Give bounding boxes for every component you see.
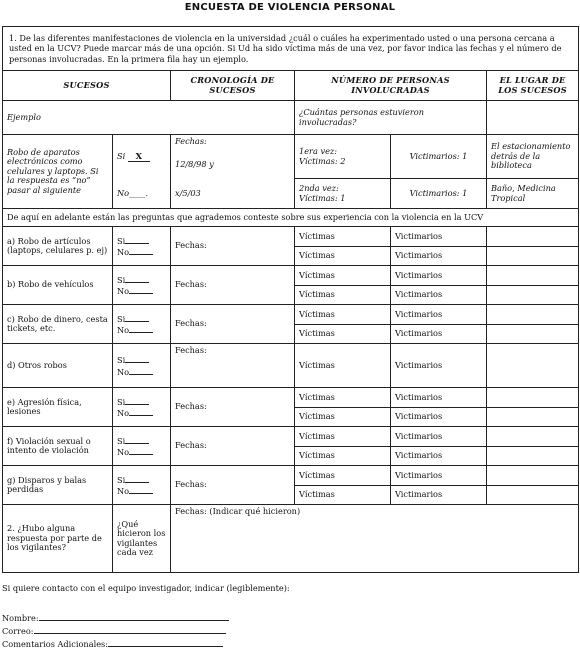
victims-cell[interactable]: Víctimas (295, 486, 391, 505)
event-a-fechas[interactable]: Fechas: (171, 227, 295, 266)
header-numero: NÚMERO DE PERSONAS INVOLUCRADAS (295, 71, 487, 101)
place-cell[interactable] (487, 305, 579, 325)
no-blank[interactable] (129, 485, 153, 494)
perps-cell[interactable]: Victimarios (391, 286, 487, 305)
event-b-fechas[interactable]: Fechas: (171, 266, 295, 305)
si-label: Si (117, 435, 126, 446)
victims-cell[interactable]: Víctimas (295, 227, 391, 247)
si-blank[interactable] (125, 354, 149, 363)
perps-cell[interactable]: Victimarios (391, 447, 487, 466)
place-cell[interactable] (487, 325, 579, 344)
no-label: No (117, 247, 130, 257)
example-first-victims: Víctimas: 2 (299, 155, 346, 166)
perps-cell[interactable]: Victimarios (391, 408, 487, 427)
event-b-label: b) Robo de vehículos (3, 266, 113, 305)
event-d-fechas[interactable]: Fechas: (171, 344, 295, 388)
si-blank[interactable] (125, 274, 149, 283)
comments-field[interactable] (108, 638, 223, 647)
email-label: Correo: (2, 626, 34, 636)
comments-label: Comentarios Adicionales: (2, 639, 108, 649)
event-f-fechas[interactable]: Fechas: (171, 427, 295, 466)
victims-cell[interactable]: Víctimas (295, 466, 391, 486)
perps-cell[interactable]: Victimarios (391, 227, 487, 247)
no-blank[interactable] (129, 285, 153, 294)
email-row (2, 625, 226, 636)
place-cell[interactable] (487, 266, 579, 286)
no-blank[interactable] (129, 407, 153, 416)
example-first-time (295, 135, 391, 179)
place-cell[interactable] (487, 227, 579, 247)
event-e-fechas[interactable]: Fechas: (171, 388, 295, 427)
example-second-perps: Victimarios: 1 (391, 179, 487, 209)
example-fechas-label: Fechas: (175, 136, 207, 146)
example-description: Robo de aparatos electrónicos como celulares y laptops. Si la respuesta es “no” pasar al siguiente (3, 135, 113, 209)
header-cronologia: CRONOLOGÍA DE SUCESOS (171, 71, 295, 101)
perps-cell[interactable]: Victimarios (391, 266, 487, 286)
victims-cell[interactable]: Víctimas (295, 305, 391, 325)
comments-row (2, 638, 223, 649)
perps-cell[interactable]: Victimarios (391, 466, 487, 486)
place-cell[interactable] (487, 286, 579, 305)
si-label: Si (117, 274, 126, 285)
question-2-answer[interactable]: Fechas: (Indicar qué hicieron) (171, 505, 579, 573)
place-cell[interactable] (487, 486, 579, 505)
survey-table (2, 26, 579, 573)
separator-text: De aquí en adelante están las preguntas que agrademos conteste sobre sus experiencia con la violencia en la UCV (3, 209, 579, 227)
victims-cell[interactable]: Víctimas (295, 427, 391, 447)
event-c-yesno (113, 305, 171, 344)
event-g-yesno (113, 466, 171, 505)
header-lugar: EL LUGAR DE LOS SUCESOS (487, 71, 579, 101)
event-c-label: c) Robo de dinero, cesta tickets, etc. (3, 305, 113, 344)
example-first-perps: Victimarios: 1 (391, 135, 487, 179)
si-blank[interactable] (125, 235, 149, 244)
event-c-fechas[interactable]: Fechas: (171, 305, 295, 344)
example-date-2: x/5/03 (171, 179, 295, 209)
si-blank[interactable] (125, 474, 149, 483)
example-second-time-label: 2nda vez: (299, 183, 339, 194)
place-cell[interactable] (487, 427, 579, 447)
no-blank[interactable] (129, 446, 153, 455)
place-cell[interactable] (487, 247, 579, 266)
victims-cell[interactable]: Víctimas (295, 344, 391, 388)
example-second-victims: Víctimas: 1 (299, 192, 346, 203)
contact-intro: Si quiere contacto con el equipo investigador, indicar (legiblemente): (2, 583, 290, 593)
no-label: No (117, 366, 130, 377)
place-cell[interactable] (487, 447, 579, 466)
no-label: No (117, 408, 130, 418)
event-e-yesno (113, 388, 171, 427)
name-row (2, 612, 229, 623)
event-g-label: g) Disparos y balas perdidas (3, 466, 113, 505)
name-field[interactable] (39, 612, 229, 621)
event-f-yesno (113, 427, 171, 466)
event-d-yesno (113, 344, 171, 388)
header-sucesos: SUCESOS (3, 71, 171, 101)
example-dates-a (171, 135, 295, 179)
si-label: Si (117, 235, 126, 246)
no-label: No (117, 486, 130, 496)
example-si-label: Si (117, 150, 126, 161)
survey-title: ENCUESTA DE VIOLENCIA PERSONAL (184, 2, 396, 13)
question-2-middle: ¿Qué hicieron los vigilantes cada vez (113, 505, 171, 573)
victims-cell[interactable]: Víctimas (295, 388, 391, 408)
si-blank[interactable] (125, 396, 149, 405)
place-cell[interactable] (487, 466, 579, 486)
perps-cell[interactable]: Victimarios (391, 305, 487, 325)
si-blank[interactable] (125, 435, 149, 444)
example-blank-cell (487, 101, 579, 135)
event-e-label: e) Agresión física, lesiones (3, 388, 113, 427)
no-label: No (117, 325, 130, 335)
victims-cell[interactable]: Víctimas (295, 447, 391, 466)
example-question: ¿Cuántas personas estuvieron involucradas? (295, 101, 487, 135)
perps-cell[interactable]: Victimarios (391, 427, 487, 447)
si-label: Si (117, 396, 126, 407)
perps-cell[interactable]: Victimarios (391, 325, 487, 344)
victims-cell[interactable]: Víctimas (295, 325, 391, 344)
email-field[interactable] (34, 625, 226, 634)
event-a-label: a) Robo de artículos (laptops, celulares p. ej) (3, 227, 113, 266)
perps-cell[interactable]: Victimarios (391, 388, 487, 408)
example-second-time (295, 179, 391, 209)
event-a-yesno (113, 227, 171, 266)
event-b-yesno (113, 266, 171, 305)
question-1-text: 1. De las diferentes manifestaciones de violencia en la universidad ¿cuál o cuáles ha experimentado usted o una persona cercana a usted en la UCV? Puede marcar más de una opción. Si Ud ha sido víctima más de una vez, por favor indica las fechas y el número de personas involucradas. En la primera fila hay un ejemplo. (3, 27, 579, 71)
si-blank[interactable] (125, 313, 149, 322)
victims-cell[interactable]: Víctimas (295, 266, 391, 286)
no-blank[interactable] (129, 246, 153, 255)
no-label: No (117, 447, 130, 457)
example-x-mark: X (128, 152, 150, 162)
victims-cell[interactable]: Víctimas (295, 247, 391, 266)
si-label: Si (117, 474, 126, 485)
example-si (113, 135, 171, 179)
perps-cell[interactable]: Victimarios (391, 486, 487, 505)
example-no: No____. (113, 179, 171, 209)
si-label: Si (117, 313, 126, 324)
perps-cell[interactable]: Victimarios (391, 247, 487, 266)
place-cell[interactable] (487, 388, 579, 408)
place-cell[interactable] (487, 408, 579, 427)
place-cell[interactable] (487, 344, 579, 388)
example-date-1: 12/8/98 y (175, 159, 214, 170)
victims-cell[interactable]: Víctimas (295, 286, 391, 305)
event-f-label: f) Violación sexual o intento de violación (3, 427, 113, 466)
question-2-label: 2. ¿Hubo alguna respuesta por parte de los vigilantes? (3, 505, 113, 573)
name-label: Nombre: (2, 613, 39, 623)
event-g-fechas[interactable]: Fechas: (171, 466, 295, 505)
event-d-label: d) Otros robos (3, 344, 113, 388)
no-blank[interactable] (129, 366, 153, 375)
si-label: Si (117, 355, 126, 366)
example-label: Ejemplo (3, 101, 295, 135)
no-label: No (117, 286, 130, 296)
no-blank[interactable] (129, 324, 153, 333)
perps-cell[interactable]: Victimarios (391, 344, 487, 388)
example-place-2: Baño, Medicina Tropical (487, 179, 579, 209)
example-place-1: El estacionamiento detrás de la biblioteca (487, 135, 579, 179)
victims-cell[interactable]: Víctimas (295, 408, 391, 427)
example-first-time-label: 1era vez: (299, 146, 337, 157)
